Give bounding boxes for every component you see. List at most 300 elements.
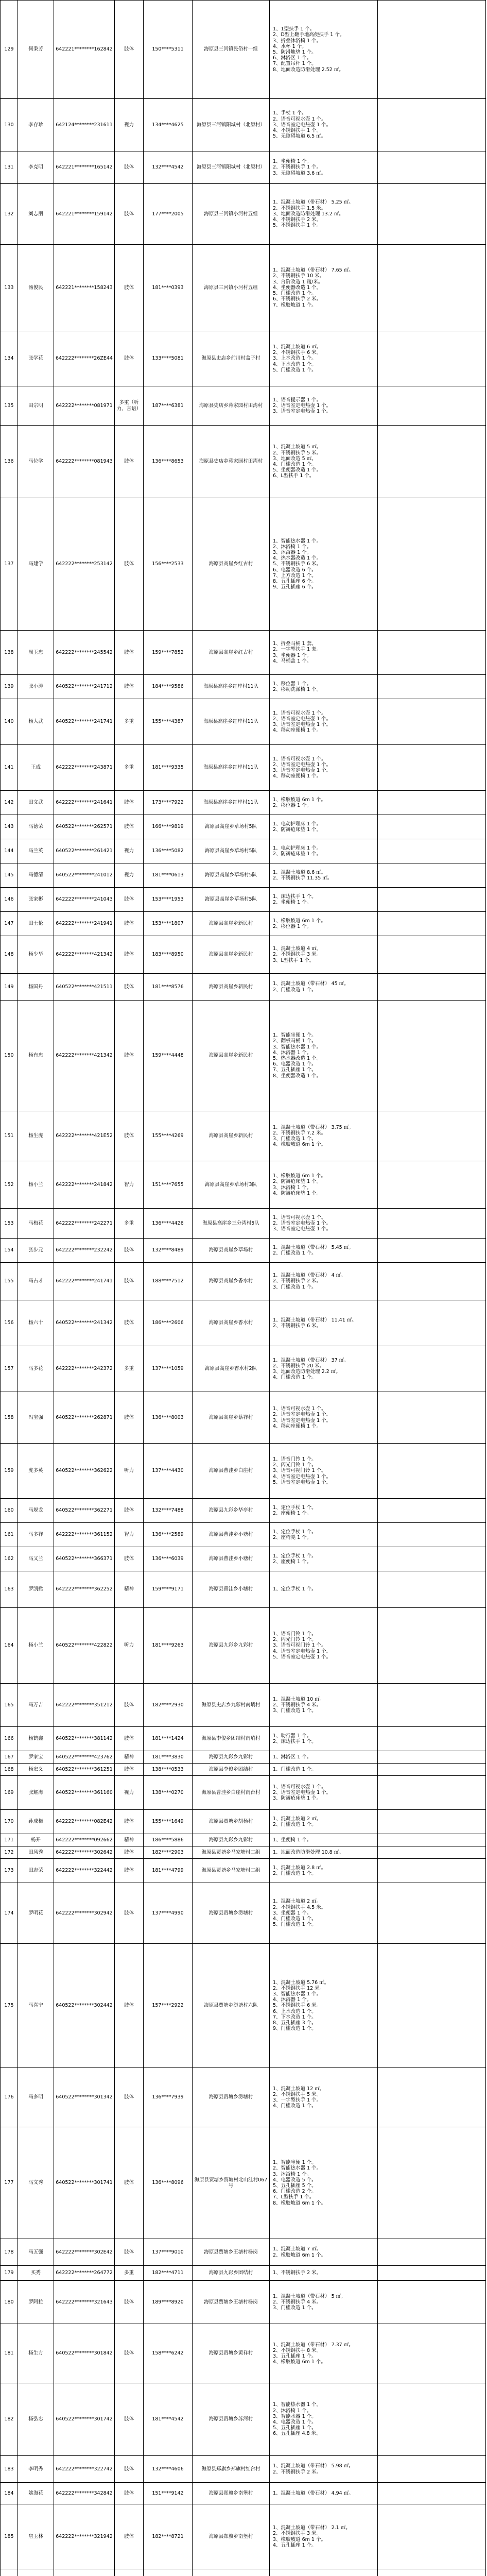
empty-cell (378, 498, 486, 631)
address-cell: 海原县高崖乡新民村 (193, 936, 270, 974)
phone-cell: 151****7655 (144, 1161, 193, 1209)
modification-detail-cell: 1、电动护理床 1 个。 2、防褥疮床垫 1 个。 (270, 815, 378, 839)
name-cell: 马梅花 (18, 1209, 54, 1239)
row-number-cell: 177 (1, 2127, 18, 2239)
table-row (1, 1001, 486, 1111)
id-number-cell: 642221********162842 (54, 1, 115, 99)
modification-detail-cell: 1、混凝土坡道 12 ㎡。 2、不锈钢扶手 5 米。 3、一字型扶手 1 个。 4、门槛改造 1 个。 (270, 2068, 378, 2127)
name-cell: 罗明花 (18, 1883, 54, 1944)
name-cell: 田士伦 (18, 912, 54, 936)
phone-cell: 136****2589 (144, 1523, 193, 1547)
address-cell: 海原县曹洼乡白崖村 (193, 1444, 270, 1499)
name-cell: 马占才 (18, 1263, 54, 1300)
table-row (1, 1751, 486, 1764)
empty-cell (378, 1883, 486, 1944)
address-cell: 海原县曹洼乡小塘村 (193, 1547, 270, 1571)
row-number-cell: 142 (1, 791, 18, 815)
name-cell: 姚海花 (18, 2483, 54, 2504)
address-cell: 海原县贾塘乡贾塘村北山洼村067号 (193, 2127, 270, 2239)
name-cell: 杨生方 (18, 2324, 54, 2383)
row-number-cell: 183 (1, 2456, 18, 2483)
name-cell: 李存珍 (18, 99, 54, 151)
name-cell: 马多明 (18, 2068, 54, 2127)
table-row (1, 2127, 486, 2239)
name-cell: 罗阿拉 (18, 2281, 54, 2324)
phone-cell: 189****8920 (144, 2281, 193, 2324)
phone-cell (144, 2569, 193, 2576)
address-cell: 海原县高崖乡草场村5队 (193, 863, 270, 888)
address-cell: 海原县九彩乡团结村 (193, 2266, 270, 2281)
row-number-cell: 158 (1, 1392, 18, 1444)
table-row (1, 2239, 486, 2266)
empty-cell (378, 2127, 486, 2239)
disability-type-cell: 肢体 (115, 2504, 144, 2569)
disability-type-cell: 肢体 (115, 2239, 144, 2266)
row-number-cell: 179 (1, 2266, 18, 2281)
id-number-cell: 642222********421E52 (54, 1111, 115, 1161)
phone-cell: 188****7512 (144, 1263, 193, 1300)
id-number-cell: 642222********092662 (54, 1834, 115, 1846)
empty-cell (378, 1608, 486, 1684)
disability-type-cell: 肢体 (115, 631, 144, 675)
table-row (1, 1300, 486, 1346)
modification-detail-cell: 1、混凝土坡道 6 ㎡。 2、不锈钢扶手 6 米。 3、上水改造 1 个。 4、下水改造 1 个。 5、门槛改造 1 个。 (270, 331, 378, 386)
id-number-cell: 640522********262871 (54, 1392, 115, 1444)
empty-cell (378, 1, 486, 99)
row-number-cell: 148 (1, 936, 18, 974)
phone-cell: 137****4990 (144, 1883, 193, 1944)
modification-detail-cell: 1、混凝土坡道 2 ㎡。 2、不锈钢扶手 4.5 米。 3、坐便器 1 个。 4、门槛改造 1 个。 5、门槛改造 1 个。 (270, 1883, 378, 1944)
phone-cell: 133****5081 (144, 331, 193, 386)
id-number-cell: 642222********361152 (54, 1523, 115, 1547)
table-row (1, 1834, 486, 1846)
disability-type-cell: 精神 (115, 1751, 144, 1764)
name-cell: 虎多英 (18, 1444, 54, 1499)
table-row (1, 1444, 486, 1499)
phone-cell: 136****5082 (144, 839, 193, 863)
empty-cell (378, 2483, 486, 2504)
name-cell: 马建学 (18, 498, 54, 631)
id-number-cell: 642221********159142 (54, 184, 115, 245)
modification-detail-cell: 1、智能坐便 1 个。 2、智能热水器 1 个。 3、沐浴椅 1 个。 4、电器改造 5 个。 5、五孔插座 5 个。 6、门槛改造 2 个。 7、L型扶手 1 个。 8、橡胶坡道 6m 1 个。 (270, 2127, 378, 2239)
table-row (1, 936, 486, 974)
name-cell: 刘志朋 (18, 184, 54, 245)
name-cell: 买秀 (18, 2266, 54, 2281)
id-number-cell: 640522********262571 (54, 815, 115, 839)
phone-cell: 158****6242 (144, 2324, 193, 2383)
name-cell: 李明秀 (18, 2456, 54, 2483)
empty-cell (378, 151, 486, 184)
id-number-cell: 642222********351212 (54, 1684, 115, 1727)
row-number-cell: 145 (1, 863, 18, 888)
id-number-cell: 640522********241012 (54, 863, 115, 888)
table-row (1, 2266, 486, 2281)
phone-cell: 186****2606 (144, 1300, 193, 1346)
modification-detail-cell: 1、语音可视水壶 1 个。 2、语音室定电热壶 1 个。 3、语音室定电热壶 1 个。 4、移动座便椅 1 个。 (270, 699, 378, 745)
disability-type-cell: 肢体 (115, 2324, 144, 2383)
name-cell: 马五强 (18, 2239, 54, 2266)
row-number-cell: 141 (1, 745, 18, 791)
phone-cell: 182****8721 (144, 2504, 193, 2569)
id-number-cell: 642222********242271 (54, 1209, 115, 1239)
id-number-cell: 642222********082E42 (54, 1810, 115, 1834)
phone-cell: 156****2533 (144, 498, 193, 631)
modification-detail-cell: 1、混凝土坡道（带石材） 5 ㎡。 2、不锈钢扶手 4 米。 3、门槛改造 1 个。 (270, 2281, 378, 2324)
row-number-cell: 154 (1, 1239, 18, 1263)
phone-cell: 136****4426 (144, 1209, 193, 1239)
phone-cell: 155****4387 (144, 699, 193, 745)
id-number-cell: 642222********321942 (54, 2504, 115, 2569)
table-row (1, 1859, 486, 1883)
disability-type-cell: 肢体 (115, 1001, 144, 1111)
modification-detail-cell: 1、门槛改造 1 个。 (270, 1764, 378, 1776)
name-cell: 田志荣 (18, 1859, 54, 1883)
empty-cell (378, 2324, 486, 2383)
table-row (1, 1571, 486, 1608)
disability-type-cell: 肢体 (115, 1499, 144, 1523)
table-row (1, 2504, 486, 2569)
name-cell: 杨鹤鑫 (18, 1727, 54, 1751)
row-number-cell: 185 (1, 2504, 18, 2569)
empty-cell (378, 675, 486, 699)
id-number-cell: 642222********241741 (54, 1263, 115, 1300)
row-number-cell: 160 (1, 1499, 18, 1523)
name-cell: 杨小兰 (18, 1161, 54, 1209)
row-number-cell: 152 (1, 1161, 18, 1209)
modification-detail-cell: 1、定位手杖 1 个。 2、座便椅 1 个。 (270, 1499, 378, 1523)
modification-detail-cell: 1、混凝土坡道（带石材） 45 ㎡。 2、门槛改造 1 个。 (270, 974, 378, 1001)
id-number-cell: 642222********26ZE44 (54, 331, 115, 386)
row-number-cell: 167 (1, 1751, 18, 1764)
empty-cell (378, 745, 486, 791)
name-cell: 张小涛 (18, 675, 54, 699)
disability-type-cell: 肢体 (115, 1263, 144, 1300)
modification-detail-cell: 1、混凝土坡道（带石材） 11.41 ㎡。 2、不锈钢扶手 6 米。 (270, 1300, 378, 1346)
name-cell: 杨生虎 (18, 1111, 54, 1161)
id-number-cell: 640522********241342 (54, 1300, 115, 1346)
name-cell: 马德荣 (18, 815, 54, 839)
modification-detail-cell: 1、混凝土坡道 5.76 ㎡。 2、不锈钢扶手 12 米。 3、智能热水器 1 个。 4、沐浴器 1 个。 5、不锈钢扶手 6 米。 6、上水改造 1 个。 7、下水改造 1 个。 8、五孔插座 3 个。 9、门槛改造 1 个。 (270, 1944, 378, 2068)
id-number-cell: 642222********322442 (54, 1859, 115, 1883)
empty-cell (378, 1547, 486, 1571)
phone-cell: 181****4799 (144, 1859, 193, 1883)
empty-cell (378, 1209, 486, 1239)
empty-cell (378, 2239, 486, 2266)
name-cell: 杨小兰 (18, 1608, 54, 1684)
id-number-cell: 640522********241741 (54, 699, 115, 745)
id-number-cell: 642222********362252 (54, 1571, 115, 1608)
empty-cell (378, 863, 486, 888)
empty-cell (378, 912, 486, 936)
phone-cell: 132****7488 (144, 1499, 193, 1523)
empty-cell (378, 1944, 486, 2068)
id-number-cell: 640522********301742 (54, 2383, 115, 2456)
modification-detail-cell: 1、混凝土坡道（带石材） 4 ㎡。 2、不锈钢扶手 2 米。 3、门槛改造 1 个。 (270, 1263, 378, 1300)
modification-detail-cell: 1、混凝土坡道（带石材） 2.1 ㎡。 2、不锈钢扶手 3 米。 3、橡胶坡道 6m 1 个。 4、五孔插座 1 个。 (270, 2504, 378, 2569)
empty-cell (378, 184, 486, 245)
empty-cell (378, 815, 486, 839)
table-row (1, 2456, 486, 2483)
empty-cell (378, 1444, 486, 1499)
id-number-cell: 640522********361160 (54, 1776, 115, 1810)
id-number-cell: 642222********241641 (54, 791, 115, 815)
row-number-cell: 172 (1, 1846, 18, 1859)
id-number-cell: 642222********322742 (54, 2456, 115, 2483)
row-number-cell: 168 (1, 1764, 18, 1776)
name-cell: 王成 (18, 745, 54, 791)
row-number-cell: 173 (1, 1859, 18, 1883)
name-cell: 马又兰 (18, 1547, 54, 1571)
empty-cell (378, 1859, 486, 1883)
empty-cell (378, 2068, 486, 2127)
disability-type-cell: 肢体 (115, 331, 144, 386)
phone-cell: 181****8576 (144, 974, 193, 1001)
row-number-cell (1, 2569, 18, 2576)
modification-detail-cell: 1、床边扶手 1 个。 2、坐便椅 1 个。 (270, 888, 378, 912)
name-cell: 马位学 (18, 426, 54, 498)
row-number-cell: 144 (1, 839, 18, 863)
modification-detail-cell: 1、混凝土坡道（带石材） 3.75 ㎡。 2、不锈钢扶手 7.2 米。 3、门槛改造 1 个。 4、橡胶坡道 6m 1 个。 (270, 1111, 378, 1161)
row-number-cell: 146 (1, 888, 18, 912)
row-number-cell: 134 (1, 331, 18, 386)
modification-detail-cell: 1、语音可视水壶 1 个。 2、语音室定电热壶 1 个。 3、防褥疮床垫 1 个。 (270, 1776, 378, 1810)
empty-cell (378, 1523, 486, 1547)
address-cell: 海原县高崖乡草场村5队 (193, 839, 270, 863)
modification-detail-cell: 1、手杖 1 个。 2、语音可视水壶 1 个。 3、语音室定电热壶 1 个。 4、不锈钢扶手 1 个。 5、无障碍坡道 6.5 ㎡。 (270, 99, 378, 151)
disability-type-cell: 肢体 (115, 791, 144, 815)
modification-detail-cell: 1、混凝土坡道（带石材） 7.65 ㎡。 2、不锈钢扶手 10 米。 3、台阶改造 1 踏/米。 4、坐便器改造 1 个。 5、门槛改造 1 个。 6、不锈钢扶手 2 米。 7、橡胶坡道 1 个。 (270, 245, 378, 331)
table-row (1, 2324, 486, 2383)
address-cell: 海原县九彩乡九彩村 (193, 1834, 270, 1846)
disability-type-cell: 肢体 (115, 1727, 144, 1751)
table-row (1, 888, 486, 912)
phone-cell: 181****1424 (144, 1727, 193, 1751)
modification-detail-cell: 1、折叠马桶 1 套。 2、一字型扶手 1 套。 3、坐便器 1 个。 4、马桶盖 1 个。 (270, 631, 378, 675)
disability-type-cell: 肢体 (115, 2068, 144, 2127)
table-row (1, 1944, 486, 2068)
address-cell: 海原县高崖乡香水村2队 (193, 1346, 270, 1392)
empty-cell (378, 1834, 486, 1846)
name-cell: 马喜宁 (18, 1944, 54, 2068)
empty-cell (378, 331, 486, 386)
table-row (1, 1111, 486, 1161)
row-number-cell: 153 (1, 1209, 18, 1239)
id-number-cell: 640522********241712 (54, 675, 115, 699)
modification-detail-cell: 1、智能热水器 1 个。 2、沐浴椅 1 个。 3、智能水器 1 个。 4、电器改造 1 个。 5、五孔插座 1 个。 6、五孔插座 4.8 米。 (270, 2383, 378, 2456)
row-number-cell: 131 (1, 151, 18, 184)
id-number-cell: 642222********302E42 (54, 2239, 115, 2266)
address-cell: 海原县九彩乡九彩村 (193, 1751, 270, 1764)
id-number-cell: 640522********422822 (54, 1608, 115, 1684)
row-number-cell: 147 (1, 912, 18, 936)
table-row (1, 631, 486, 675)
modification-detail-cell: 1、助行器 1 个。 2、床边扶手 1 个。 (270, 1727, 378, 1751)
modification-detail-cell: 1、语音提示器 1 个。 2、语音室定电热壶 1 个。 3、语音室定电热壶 1 个。 (270, 386, 378, 426)
phone-cell: 181****9335 (144, 745, 193, 791)
disability-type-cell: 肢体 (115, 936, 144, 974)
name-cell: 杨六十 (18, 1300, 54, 1346)
phone-cell: 181****4542 (144, 2383, 193, 2456)
modification-detail-cell: 1、混凝土坡道 7 ㎡。 2、橡胶坡道 6m 1 个。 (270, 2239, 378, 2266)
id-number-cell: 642221********165142 (54, 151, 115, 184)
table-row (1, 863, 486, 888)
row-number-cell: 136 (1, 426, 18, 498)
address-cell: 海原县郑旗乡郑旗村红台村 (193, 2456, 270, 2483)
phone-cell: 138****0533 (144, 1764, 193, 1776)
row-number-cell: 174 (1, 1883, 18, 1944)
id-number-cell: 642222********241043 (54, 888, 115, 912)
name-cell: 田文武 (18, 791, 54, 815)
table-row (1, 839, 486, 863)
disability-type-cell: 智力 (115, 1161, 144, 1209)
disability-type-cell: 肢体 (115, 815, 144, 839)
address-cell: 海原县贾塘乡黄祥村 (193, 2324, 270, 2383)
address-cell: 海原县贾塘乡马家塘村二组 (193, 1846, 270, 1859)
table-row (1, 331, 486, 386)
address-cell: 海原县曹洼乡小塘村 (193, 1571, 270, 1608)
empty-cell (378, 1776, 486, 1810)
row-number-cell: 130 (1, 99, 18, 151)
modification-detail-cell: 1、混凝土坡道 8.6 ㎡。 2、不锈钢扶手 11.35 ㎡。 (270, 863, 378, 888)
table-row (1, 498, 486, 631)
row-number-cell: 159 (1, 1444, 18, 1499)
modification-detail-cell: 1、智能热水器 1 个。 2、沐浴椅 1 个。 3、沐浴器 1 个。 4、热水器改造 1 个。 5、不锈钢扶手 6 米。 6、电器改造 6 个。 7、上方改造 1 个。 8、五孔插座 6 个。 9、五孔插座 6 个。 (270, 498, 378, 631)
id-number-cell: 642222********253142 (54, 498, 115, 631)
disability-type-cell: 肢体 (115, 888, 144, 912)
id-number-cell: 640522********421511 (54, 974, 115, 1001)
empty-cell (378, 1161, 486, 1209)
id-number-cell: 640522********301741 (54, 2127, 115, 2239)
phone-cell: 177****2005 (144, 184, 193, 245)
disability-type-cell: 多重 (115, 745, 144, 791)
id-number-cell: 642222********302642 (54, 1846, 115, 1859)
table-row (1, 2281, 486, 2324)
address-cell: 海原县郑旗乡南堡村 (193, 2504, 270, 2569)
modification-detail-cell: 1、橡胶坡道 6m 1 个。 2、移位器 1 个。 (270, 912, 378, 936)
address-cell: 海原县贾塘乡涝塘村六队 (193, 1944, 270, 2068)
modification-detail-cell: 1、定位手杖 1 个。 (270, 1571, 378, 1608)
empty-cell (378, 1346, 486, 1392)
row-number-cell: 156 (1, 1300, 18, 1346)
disability-type-cell: 肢体 (115, 498, 144, 631)
row-number-cell: 149 (1, 974, 18, 1001)
phone-cell: 137****4430 (144, 1444, 193, 1499)
modification-detail-cell: 1、混凝土坡道 10 ㎡。 2、不锈钢扶手 4 米。 3、门槛改造 1 个。 (270, 1684, 378, 1727)
phone-cell: 134****4625 (144, 99, 193, 151)
address-cell: 海原县九彩乡九彩村 (193, 1608, 270, 1684)
phone-cell: 137****1059 (144, 1346, 193, 1392)
empty-cell (378, 2266, 486, 2281)
modification-detail-cell: 1、电动护理床 1 个。 2、防褥疮床垫 1 个。 (270, 839, 378, 863)
address-cell: 海原县贾塘乡胡杨村 (193, 1810, 270, 1834)
phone-cell: 136****8653 (144, 426, 193, 498)
id-number-cell: 642222********302942 (54, 1883, 115, 1944)
disability-type-cell: 多重 (115, 1209, 144, 1239)
address-cell: 海原县九彩乡华亭村 (193, 1499, 270, 1523)
empty-cell (378, 1111, 486, 1161)
empty-cell (378, 99, 486, 151)
phone-cell: 155****1649 (144, 1810, 193, 1834)
disability-type-cell: 肢体 (115, 245, 144, 331)
phone-cell: 150****5311 (144, 1, 193, 99)
table-row (1, 1346, 486, 1392)
table-row (1, 2569, 486, 2576)
modification-detail-cell: 1、混凝土坡道（带石材） 4.94 ㎡。 (270, 2483, 378, 2504)
row-number-cell: 143 (1, 815, 18, 839)
name-cell: 杨开 (18, 1834, 54, 1846)
empty-cell (378, 1499, 486, 1523)
id-number-cell: 642222********241842 (54, 1161, 115, 1209)
empty-cell (378, 699, 486, 745)
table-row (1, 1776, 486, 1810)
empty-cell (378, 2504, 486, 2569)
address-cell: 海原县高崖乡红岸村11队 (193, 745, 270, 791)
disability-type-cell: 肢体 (115, 2281, 144, 2324)
table-row (1, 2383, 486, 2456)
address-cell: 海原县李俊乡团结村南埫村 (193, 1727, 270, 1751)
id-number-cell: 642222********264772 (54, 2266, 115, 2281)
row-number-cell: 165 (1, 1684, 18, 1727)
row-number-cell: 137 (1, 498, 18, 631)
disability-type-cell: 肢体 (115, 2483, 144, 2504)
table-row (1, 1547, 486, 1571)
name-cell: 杨少华 (18, 936, 54, 974)
address-cell: 海原县高崖乡草场村5队 (193, 888, 270, 912)
modification-detail-cell: 1、语音可视水壶 1 个。 2、语音室定电热壶 1 个。 3、语音室定电热壶 1 个。 (270, 1209, 378, 1239)
address-cell: 海原县高崖乡草场村 (193, 1239, 270, 1263)
empty-cell (378, 1727, 486, 1751)
name-cell: 杨弘忠 (18, 2383, 54, 2456)
address-cell: 海原县贾塘乡王塘村杨岗 (193, 2239, 270, 2266)
id-number-cell: 640522********261421 (54, 839, 115, 863)
row-number-cell: 182 (1, 2383, 18, 2456)
id-number-cell: 640522********362622 (54, 1444, 115, 1499)
address-cell: 海原县三河镇小河村五组 (193, 245, 270, 331)
id-number-cell: 642222********421342 (54, 936, 115, 974)
phone-cell: 136****8096 (144, 2127, 193, 2239)
row-number-cell: 164 (1, 1608, 18, 1684)
row-number-cell: 140 (1, 699, 18, 745)
id-number-cell: 642222********241941 (54, 912, 115, 936)
address-cell: 海原县史店乡前川村盖子村 (193, 331, 270, 386)
disability-type-cell: 肢体 (115, 1764, 144, 1776)
phone-cell: 132****4542 (144, 151, 193, 184)
table-row (1, 791, 486, 815)
phone-cell: 182****4711 (144, 2266, 193, 2281)
empty-cell (378, 2456, 486, 2483)
address-cell: 海原县郑旗乡南堡村 (193, 2483, 270, 2504)
row-number-cell: 162 (1, 1547, 18, 1571)
name-cell: 杨大武 (18, 699, 54, 745)
disability-type-cell: 听力 (115, 1608, 144, 1684)
disability-type-cell: 多重 (115, 1346, 144, 1392)
modification-detail-cell: 1、语音可视水壶 1 个。 2、语音室定电热壶 1 个。 3、语音室定电热壶 1 个。 4、移动座便椅 1 个。 (270, 745, 378, 791)
modification-detail-cell: 1、地面改造防滑处理 10.8 ㎡。 (270, 1846, 378, 1859)
address-cell: 海原县高崖乡草场村3队 (193, 1161, 270, 1209)
id-number-cell: 642222********242372 (54, 1346, 115, 1392)
phone-cell: 182****2930 (144, 1684, 193, 1727)
table-row (1, 386, 486, 426)
phone-cell: 153****1953 (144, 888, 193, 912)
modification-detail-cell: 1、混凝土坡道 4 ㎡。 2、不锈钢扶手 3 米。 3、L型扶手 1 个。 (270, 936, 378, 974)
name-cell: 冯宝强 (18, 1392, 54, 1444)
phone-cell: 187****6381 (144, 386, 193, 426)
id-number-cell: 640522********381142 (54, 1727, 115, 1751)
disability-type-cell: 肢体 (115, 1392, 144, 1444)
phone-cell: 159****7852 (144, 631, 193, 675)
disability-type-cell: 肢体 (115, 675, 144, 699)
address-cell: 海原县三河镇阳城村（北原村） (193, 99, 270, 151)
